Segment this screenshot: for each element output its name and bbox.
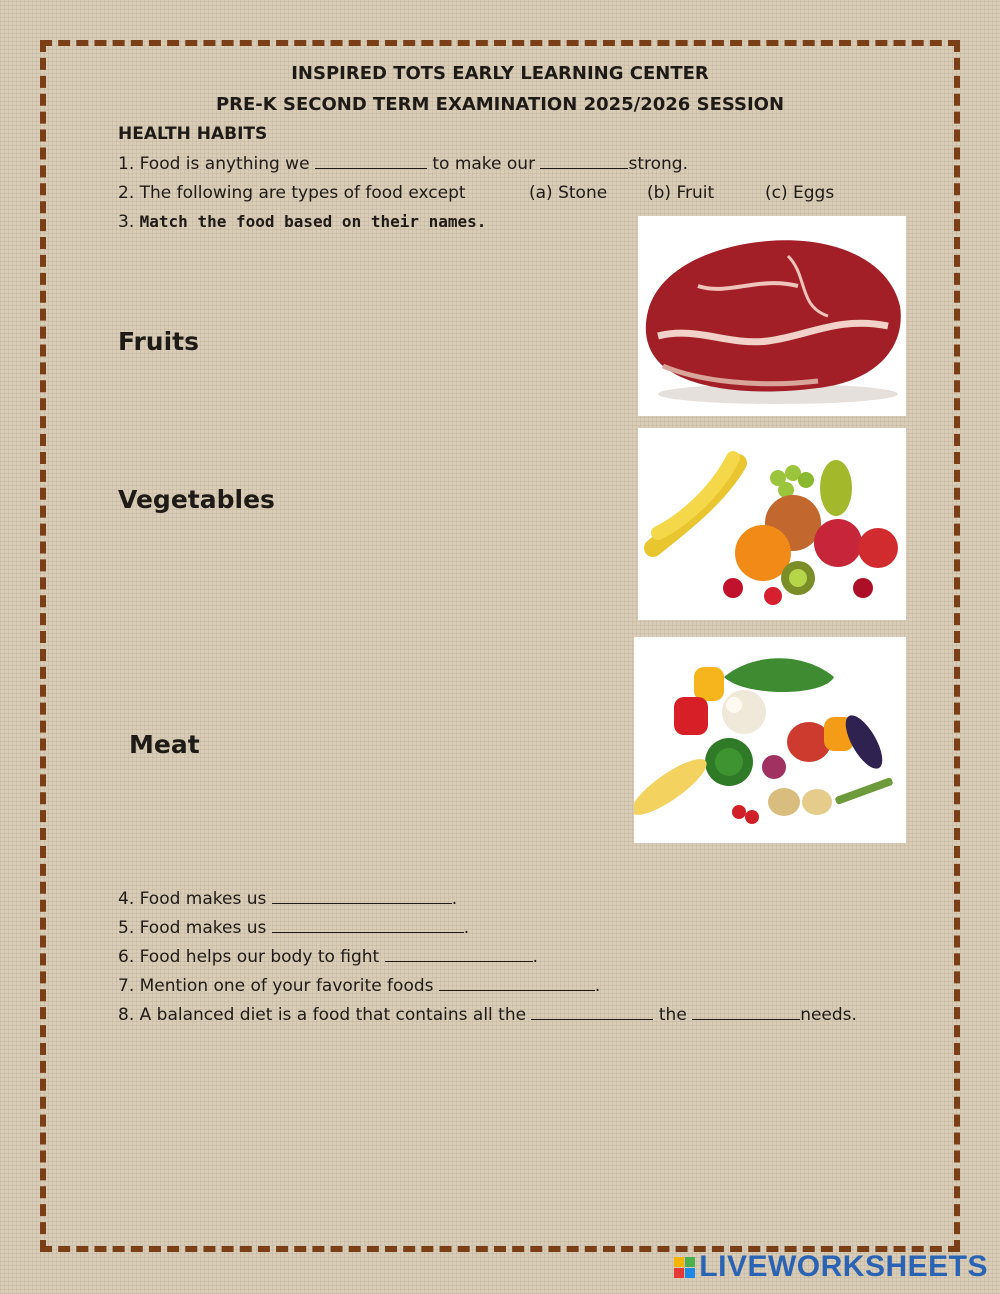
subject-heading: HEALTH HABITS xyxy=(118,124,268,144)
school-name: INSPIRED TOTS EARLY LEARNING CENTER xyxy=(291,63,709,84)
answer-blank-4[interactable] xyxy=(272,889,452,904)
answer-blank-1b[interactable] xyxy=(540,154,628,169)
question-2-text: 2. The following are types of food except xyxy=(118,183,466,203)
logo-mark-icon xyxy=(674,1257,695,1278)
answer-blank-8a[interactable] xyxy=(531,1005,653,1020)
question-3: 3. Match the food based on their names. xyxy=(118,212,487,232)
question-6: 6. Food helps our body to fight . xyxy=(118,947,539,967)
answer-blank-7[interactable] xyxy=(439,976,595,991)
question-5: 5. Food makes us . xyxy=(118,918,470,938)
answer-blank-1a[interactable] xyxy=(315,154,427,169)
question-1: 1. Food is anything we to make our strong. xyxy=(118,154,688,174)
fruit-basket-icon xyxy=(638,428,906,620)
question-7: 7. Mention one of your favorite foods . xyxy=(118,976,601,996)
vegetables-image[interactable] xyxy=(634,637,906,843)
meat-image[interactable] xyxy=(638,216,906,416)
answer-blank-5[interactable] xyxy=(272,918,464,933)
exam-title: PRE-K SECOND TERM EXAMINATION 2025/2026 SESSION xyxy=(215,94,785,115)
match-label-fruits[interactable]: Fruits xyxy=(118,327,200,356)
vegetables-icon xyxy=(634,637,906,843)
option-c[interactable]: (c) Eggs xyxy=(765,183,835,203)
steak-icon xyxy=(638,216,906,416)
question-4: 4. Food makes us . xyxy=(118,889,458,909)
match-label-vegetables[interactable]: Vegetables xyxy=(118,485,275,514)
answer-blank-6[interactable] xyxy=(385,947,533,962)
match-label-meat[interactable]: Meat xyxy=(129,730,200,759)
liveworksheets-logo xyxy=(674,1250,988,1284)
option-b[interactable]: (b) Fruit xyxy=(647,183,715,203)
logo-text: LIVEWORKSHEETS xyxy=(699,1250,988,1283)
answer-blank-8b[interactable] xyxy=(692,1005,800,1020)
option-a[interactable]: (a) Stone xyxy=(529,183,608,203)
fruits-image[interactable] xyxy=(638,428,906,620)
question-8: 8. A balanced diet is a food that contains all the the needs. xyxy=(118,1005,857,1025)
